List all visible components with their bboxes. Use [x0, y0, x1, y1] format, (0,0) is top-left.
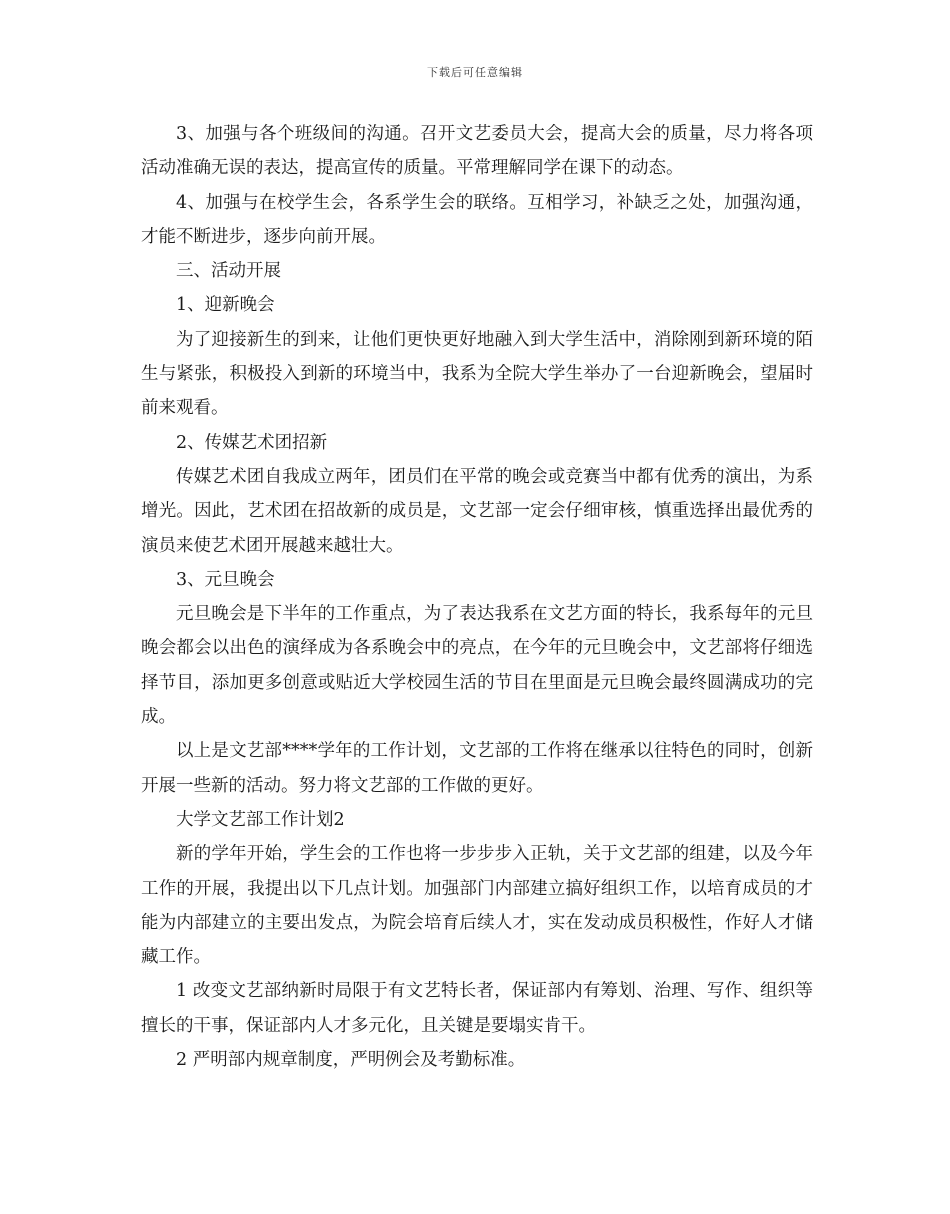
paragraph-plan-intro: 新的学年开始，学生会的工作也将一步步步入正轨，关于文艺部的组建，以及今年工作的开展，我提出以下几点计划。加强部门内部建立搞好组织工作，以培育成员的才能为内部建立的主要出发点，为院会培育后续人才，实在发动成员积极性，作好人才储藏工作。 — [141, 844, 813, 968]
subheading-welcome-party: 1、迎新晚会 — [176, 295, 275, 316]
paragraph-art-troupe: 传媒艺术团自我成立两年，团员们在平常的晚会或竞赛当中都有优秀的演出，为系增光。因此，艺术团在招故新的成员是，文艺部一定会仔细审核，慎重选择出最优秀的演员来使艺术团开展越来越壮大。 — [141, 466, 813, 556]
paragraph-summary: 以上是文艺部****学年的工作计划，文艺部的工作将在继承以往特色的同时，创新开展一些新的活动。努力将文艺部的工作做的更好。 — [141, 741, 813, 796]
subheading-new-year-party: 3、元旦晚会 — [176, 569, 275, 590]
paragraph-plan-item-2: 2 严明部内规章制度，严明例会及考勤标准。 — [176, 1050, 526, 1071]
subheading-art-troupe: 2、传媒艺术团招新 — [176, 432, 328, 453]
paragraph-new-year-party: 元旦晚会是下半年的工作重点，为了表达我系在文艺方面的特长，我系每年的元旦晚会都会以出色的演绎成为各系晚会中的亮点，在今年的元旦晚会中，文艺部将仔细选择节目，添加更多创意或贴近大学校园生活的节目在里面是元旦晚会最终圆满成功的完成。 — [141, 604, 813, 728]
paragraph-communication-union: 4、加强与在校学生会，各系学生会的联络。互相学习，补缺乏之处，加强沟通，才能不断进步，逐步向前开展。 — [141, 192, 813, 247]
section-heading-activities: 三、活动开展 — [176, 261, 281, 282]
paragraph-communication-classes: 3、加强与各个班级间的沟通。召开文艺委员大会，提高大会的质量，尽力将各项活动准确无误的表达，提高宣传的质量。平常理解同学在课下的动态。 — [141, 124, 813, 179]
document-body — [141, 117, 813, 1077]
section-title-plan-2: 大学文艺部工作计划2 — [176, 809, 345, 830]
paragraph-plan-item-1: 1 改变文艺部纳新时局限于有文艺特长者，保证部内有筹划、治理、写作、组织等擅长的干事，保证部内人才多元化，且关键是要塌实肯干。 — [141, 981, 813, 1036]
paragraph-welcome-party: 为了迎接新生的到来，让他们更快更好地融入到大学生活中，消除刚到新环境的陌生与紧张，积极投入到新的环境当中，我系为全院大学生举办了一台迎新晚会，望届时前来观看。 — [141, 329, 813, 419]
page-header: 下载后可任意编辑 — [427, 66, 523, 79]
